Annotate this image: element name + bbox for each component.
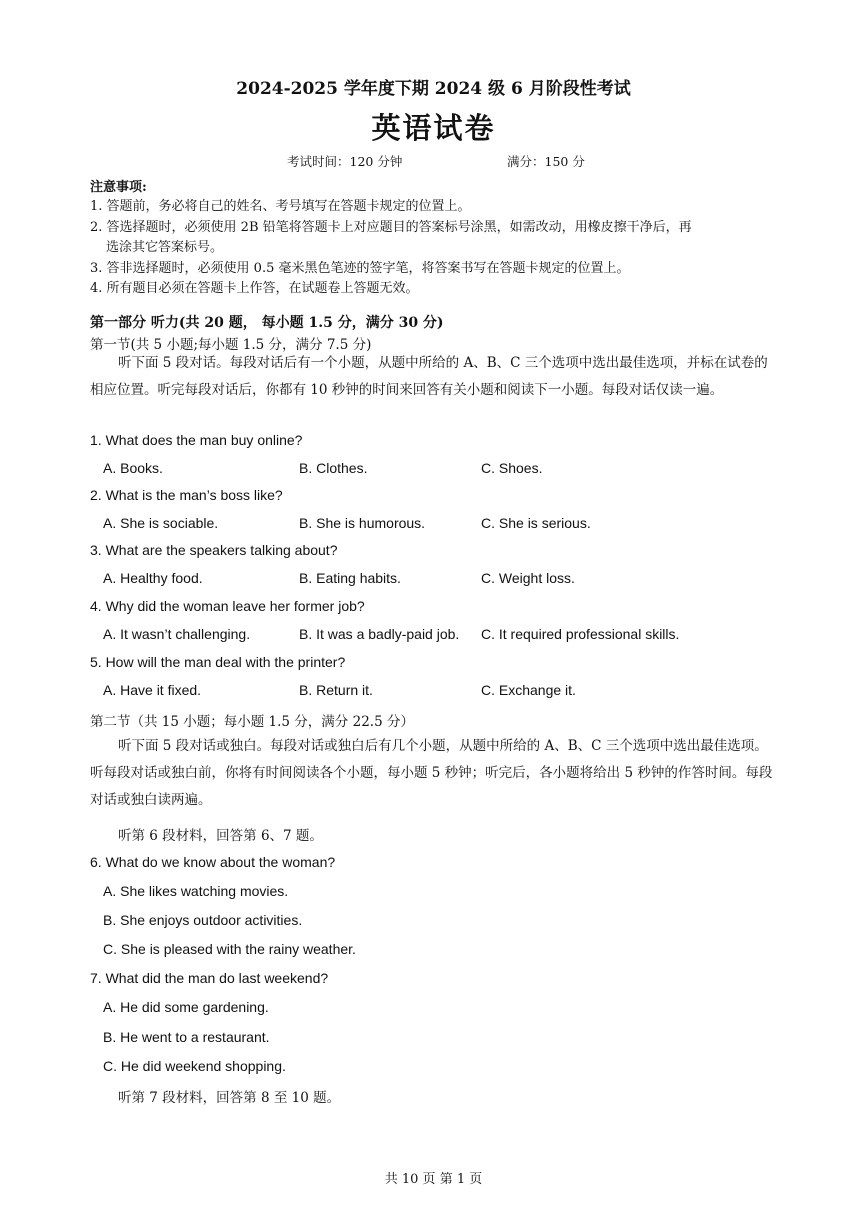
question: 6. What do we know about the woman? (90, 854, 336, 870)
question: 7. What did the man do last weekend? (90, 970, 329, 986)
material-note: 听第 7 段材料，回答第 8 至 10 题。 (118, 1090, 341, 1106)
section-instructions: 听下面 5 段对话或独白。每段对话或独白后有几个小题，从题中所给的 A、B、C 三个选项中选出最佳选项。听每段对话或独白前，你将有时间阅读各个小题，每小题 5 秒钟；听完后，各小题将给出 5 秒钟的作答时间。每段对话或独白读两遍。 (90, 738, 773, 808)
option-c: C. It required professional skills. (481, 626, 680, 642)
option-c: C. He did weekend shopping. (103, 1058, 286, 1074)
exam-title: 2024-2025 学年度下期 2024 级 6 月阶段性考试 (236, 79, 631, 99)
option-c: C. Shoes. (481, 460, 543, 476)
option-a: A. Healthy food. (103, 570, 203, 586)
option-a: A. It wasn’t challenging. (103, 626, 251, 642)
notice-item: 4. 所有题目必须在答题卡上作答，在试题卷上答题无效。 (90, 281, 419, 296)
option-b: B. Return it. (299, 682, 373, 698)
section-heading: 第一节(共 5 小题;每小题 1.5 分，满分 7.5 分) (90, 337, 372, 353)
full-score: 满分：150 分 (507, 154, 585, 169)
question: 5. How will the man deal with the printer? (90, 654, 346, 670)
material-note: 听第 6 段材料，回答第 6、7 题。 (118, 828, 323, 844)
option-c: C. Weight loss. (481, 570, 575, 586)
question: 2. What is the man’s boss like? (90, 487, 283, 503)
question: 4. Why did the woman leave her former job? (90, 598, 365, 614)
page-footer: 共 10 页 第 1 页 (384, 1172, 483, 1187)
notice-item: 1. 答题前，务必将自己的姓名、考号填写在答题卡规定的位置上。 (90, 199, 471, 214)
question: 1. What does the man buy online? (90, 432, 303, 448)
option-c: C. Exchange it. (481, 682, 576, 698)
option-b: B. He went to a restaurant. (103, 1029, 270, 1045)
exam-time: 考试时间：120 分钟 (287, 154, 403, 169)
notice-item: 3. 答非选择题时，必须使用 0.5 毫米黑色笔迹的签字笔，将答案书写在答题卡规定的位置上。 (90, 261, 630, 276)
option-b: B. She is humorous. (299, 515, 426, 531)
part-heading: 第一部分 听力(共 20 题， 每小题 1.5 分，满分 30 分) (90, 315, 444, 331)
option-b: B. She enjoys outdoor activities. (103, 912, 303, 928)
option-c: C. She is pleased with the rainy weather. (103, 941, 356, 957)
option-b: B. Clothes. (299, 460, 368, 476)
subject-title: 英语试卷 (371, 111, 496, 145)
section-heading: 第二节（共 15 小题；每小题 1.5 分，满分 22.5 分） (90, 714, 414, 730)
notice-heading: 注意事项: (90, 180, 147, 195)
notice-item: 选涂其它答案标号。 (106, 240, 224, 255)
question: 3. What are the speakers talking about? (90, 542, 338, 558)
option-c: C. She is serious. (481, 515, 591, 531)
option-a: A. He did some gardening. (103, 999, 269, 1015)
option-b: B. It was a badly-paid job. (299, 626, 460, 642)
option-a: A. She is sociable. (103, 515, 219, 531)
option-b: B. Eating habits. (299, 570, 401, 586)
notice-item: 2. 答选择题时，必须使用 2B 铅笔将答题卡上对应题目的答案标号涂黑，如需改动，用橡皮擦干净后，再 (90, 220, 692, 235)
section-instructions: 听下面 5 段对话。每段对话后有一个小题，从题中所给的 A、B、C 三个选项中选出最佳选项，并标在试卷的相应位置。听完每段对话后，你都有 10 秒钟的时间来回答有关小题和阅读下一小题。每段对话仅读一遍。 (90, 355, 768, 398)
option-a: A. Books. (103, 460, 163, 476)
option-a: A. She likes watching movies. (103, 883, 289, 899)
option-a: A. Have it fixed. (103, 682, 202, 698)
